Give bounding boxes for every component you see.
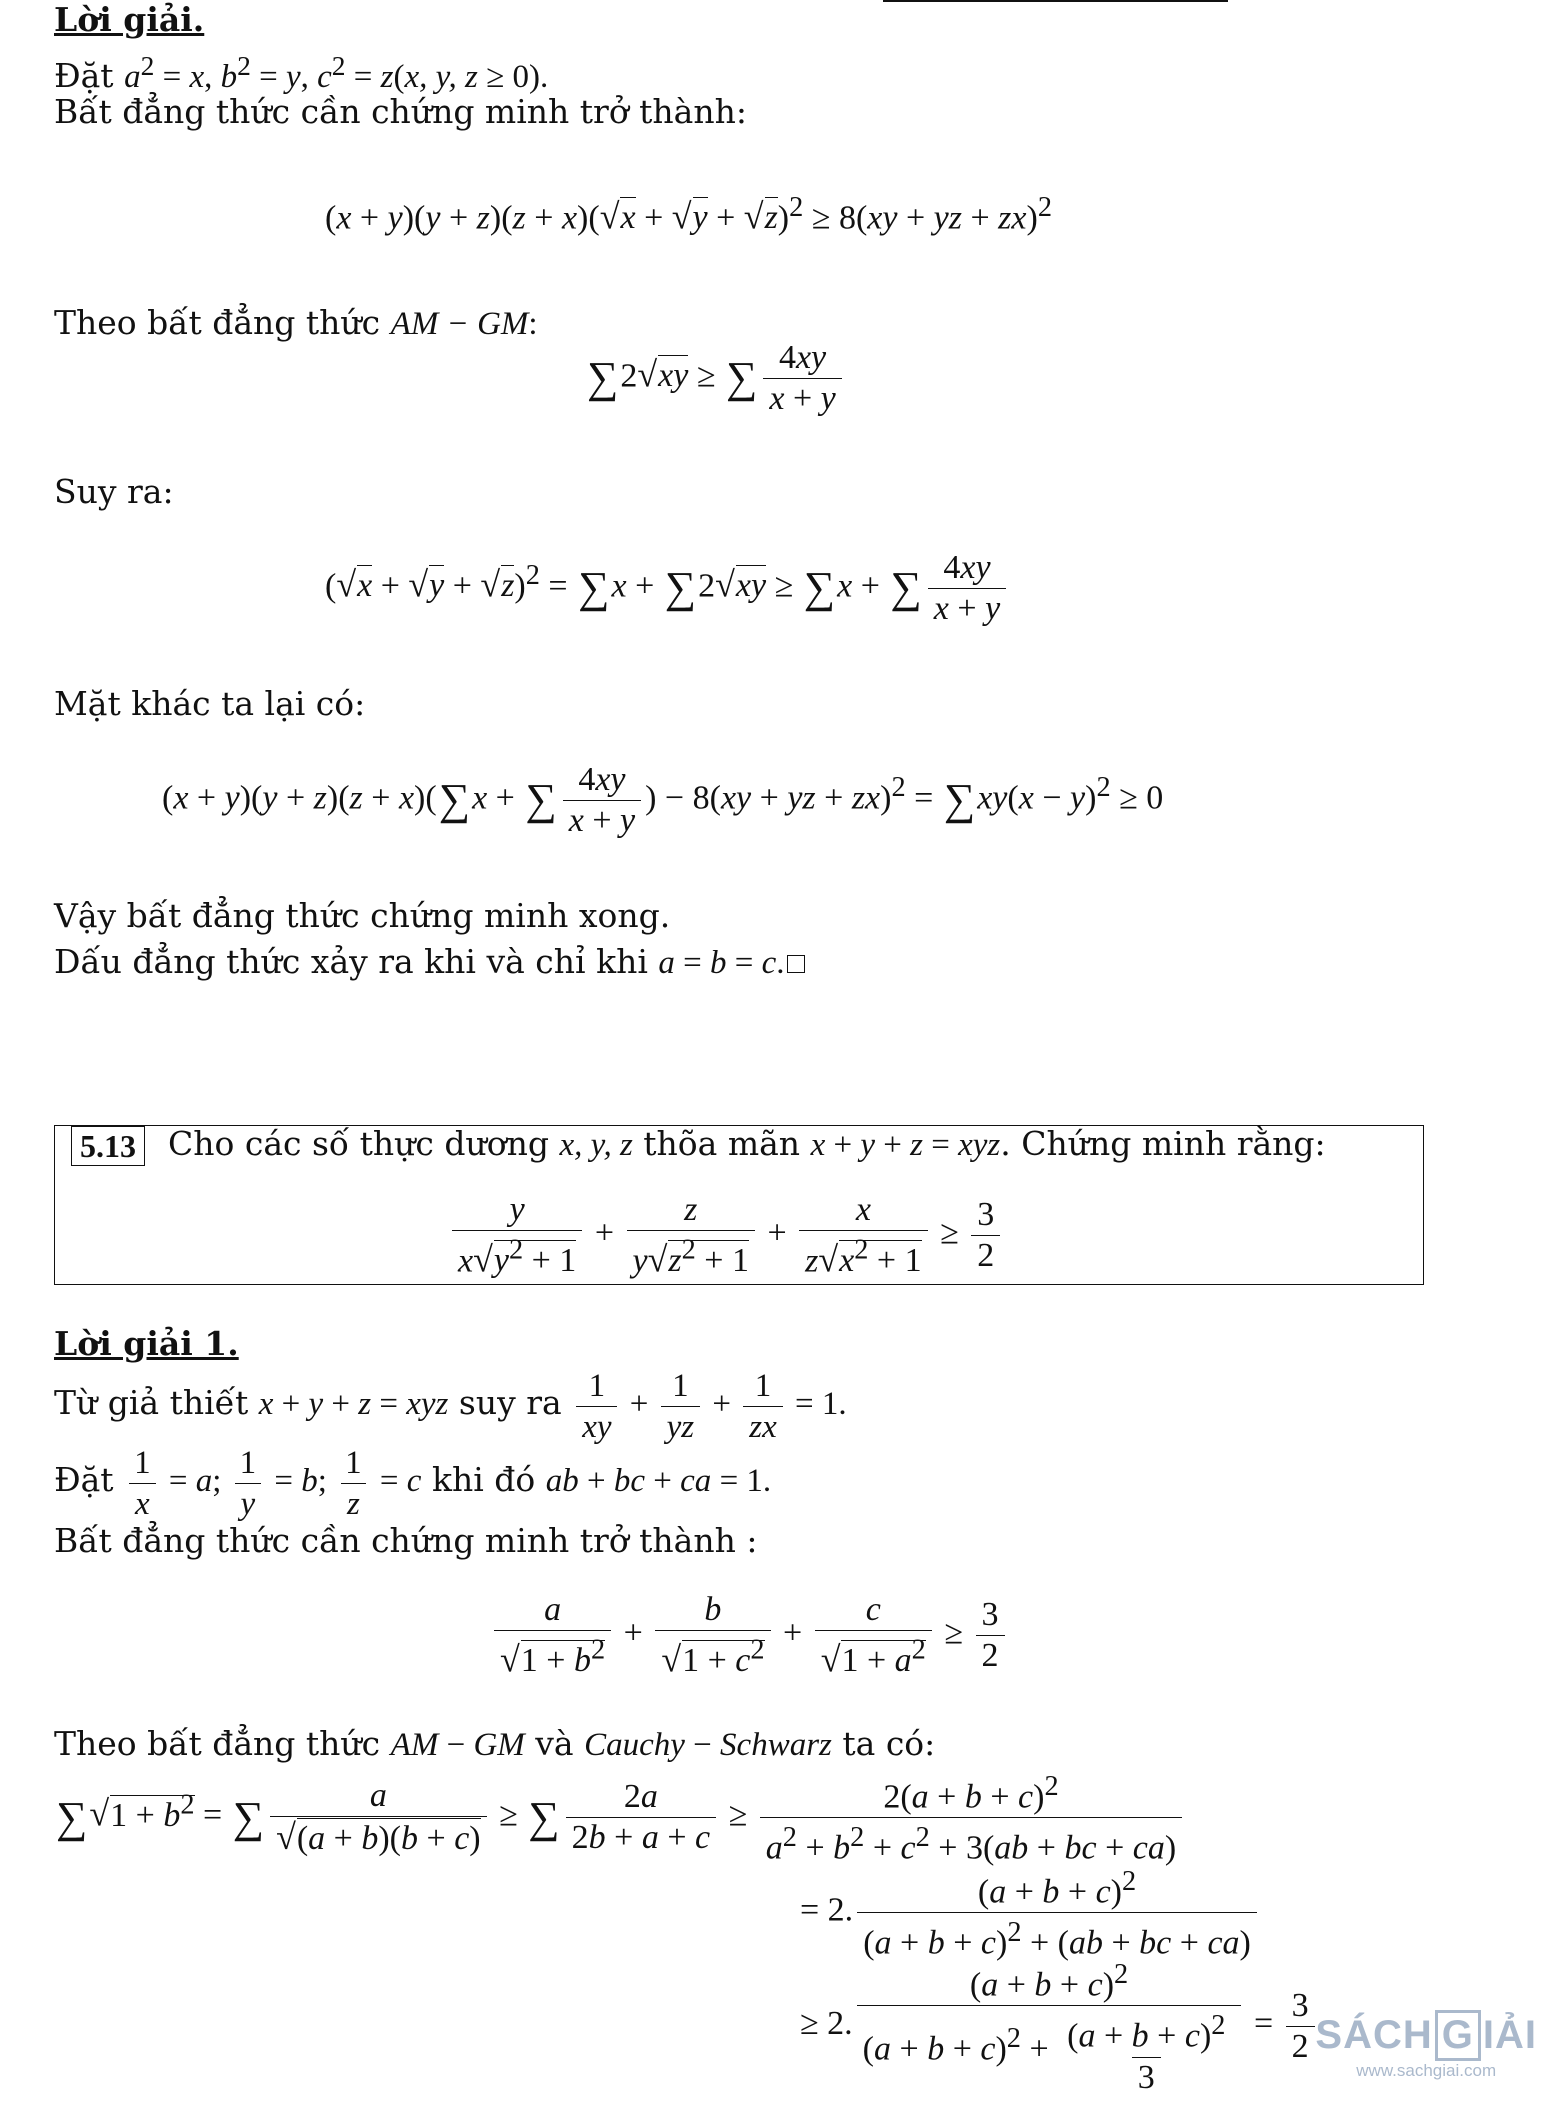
- conclusion: Vậy bất đẳng thức chứng minh xong.: [54, 896, 671, 935]
- solution1-heading: Lời giải 1.: [54, 1324, 239, 1363]
- suy-ra: Suy ra:: [54, 472, 174, 511]
- problem-inequality: $\frac{y}{x√y^2 + 1}$ + $\frac{z}{y√z^2 + 1}$ + $\frac{x}{z√x^2 + 1}$ ≥ $\frac{3}{2}$: [448, 1190, 1004, 1281]
- mat-khac: Mặt khác ta lại có:: [54, 684, 366, 723]
- qed-icon: [787, 955, 805, 973]
- problem-number: 5.13: [71, 1126, 145, 1166]
- amgm-intro: Theo bất đẳng thức AM − GM:: [54, 303, 538, 342]
- identity-inequality: (x + y)(y + z)(z + x)(∑x + ∑ $\frac{4xy}{x + y}$ ) − 8(xy + yz + $zx)^2 = \sum xy(x - y)^2 \ge 0$: [162, 761, 1164, 839]
- cauchy-chain-1: $\sum√1 + b^2$ = ∑ $\frac{a}{√(a + b)(b + c)}$ ≥ ∑ $\frac{2a}{2b + a + c}$ ≥ $\frac{2(a + b + c)^2}{a^2 + b^2 + c^2 + 3(ab + bc + ca)}$: [54, 1767, 1186, 1869]
- problem-statement: Cho các số thực dương x, y, z thõa mãn x + y + z = xyz. Chứng minh rằng:: [168, 1124, 1326, 1163]
- top-rule: [883, 0, 1228, 2]
- transformed-inequality: $\frac{a}{√1 + b^2}$ + $\frac{b}{√1 + c^2}$ + $\frac{c}{√1 + a^2}$ ≥ $\frac{3}{2}$: [490, 1590, 1009, 1681]
- cauchy-chain-3: ≥ 2. $(a + b + c)^2$ $(a + b + c)^2$ + $\frac{(a + b + c)^2}{3}$ = $\frac{3}{2}$: [800, 1955, 1319, 2098]
- equality-case: Dấu đẳng thức xảy ra khi và chỉ khi a = b = c.: [54, 942, 805, 983]
- becomes-line-2: Bất đẳng thức cần chứng minh trở thành :: [54, 1521, 758, 1560]
- becomes-line: Bất đẳng thức cần chứng minh trở thành:: [54, 92, 747, 131]
- expansion-inequality: $(√x + √y + √z)^2 = \sum x + \sum 2√xy \ge \sum x$ + ∑ $\frac{4xy}{x + y}$: [325, 548, 1010, 629]
- substitution-line: Đặt $a^2 = x$, $b^2 = y$, $c^2 = z(x$, y, z ≥ 0).: [54, 50, 549, 95]
- watermark-logo: SÁCH G IẢI www.sachgiai.com: [1315, 2010, 1537, 2081]
- amgm-inequality: ∑2√xy ≥ ∑ $\frac{4xy}{x + y}$: [585, 338, 846, 419]
- solution-heading: Lời giải.: [54, 0, 205, 39]
- set-line: Đặt $\frac{1}{x}$ = a; $\frac{1}{y}$ = b; $\frac{1}{z}$ = c khi đó ab + bc + ca = 1.: [54, 1444, 772, 1522]
- main-inequality: $(x + y)(y + z)(z + x)(√x + √y + √z)^2 \ge 8(xy$ + yz + zx)$^2$: [325, 192, 1052, 237]
- hypothesis-line: Từ giả thiết x + y + z = xyz suy ra $\frac{1}{xy}$ + $\frac{1}{yz}$ + $\frac{1}{zx}$ = 1.: [54, 1367, 847, 1445]
- cauchy-chain-2: = 2. $\frac{(a + b + c)^2}{(a + b + c)^2 + (ab + bc + ca)}$: [800, 1862, 1261, 1964]
- cauchy-intro: Theo bất đẳng thức AM − GM và Cauchy − Schwarz ta có:: [54, 1724, 936, 1763]
